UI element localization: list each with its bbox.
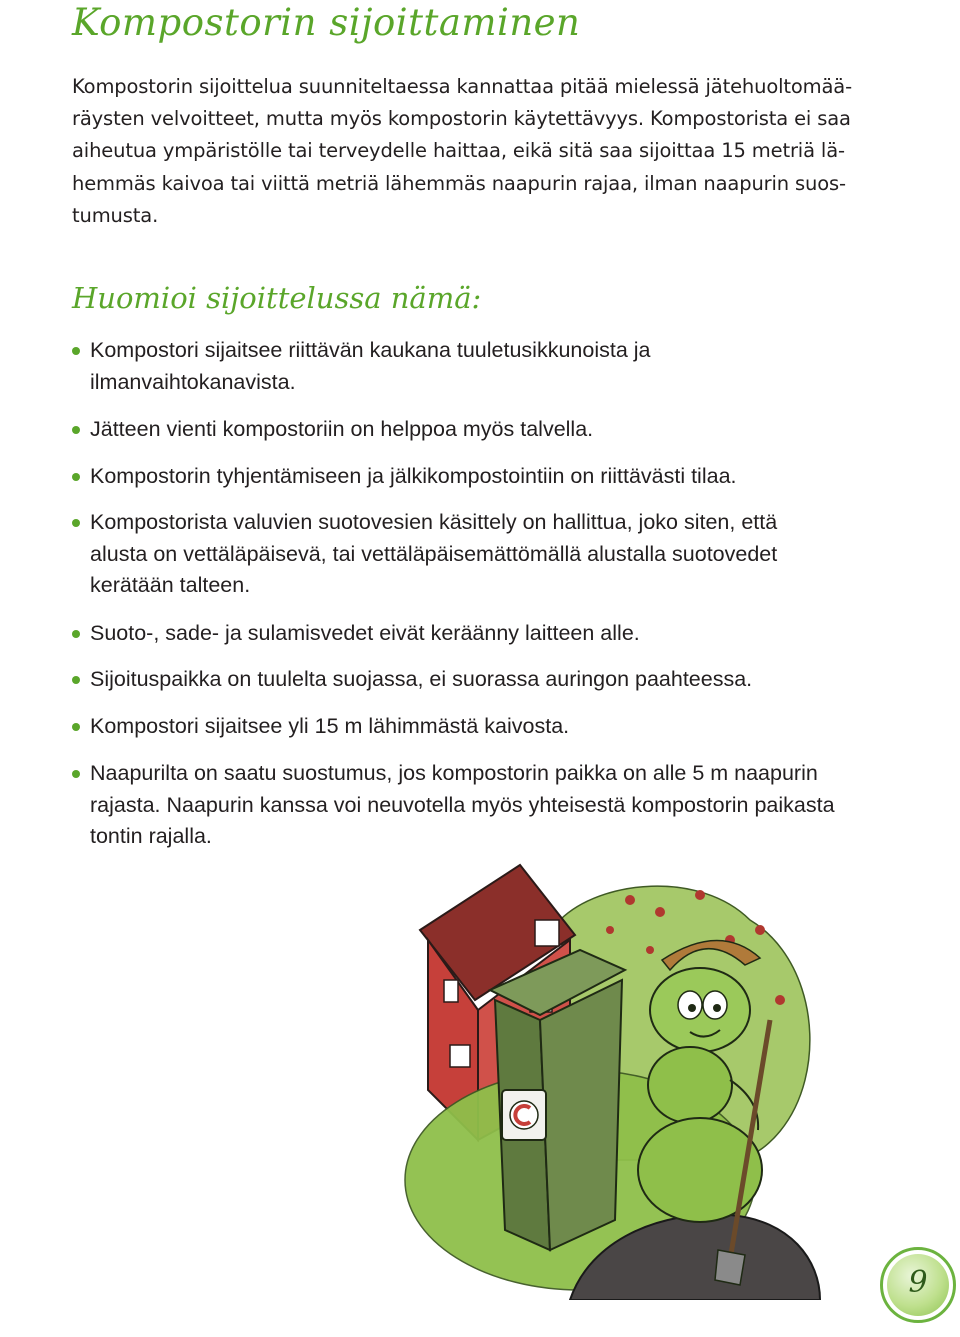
page-title: Kompostorin sijoittaminen [72, 1, 581, 44]
bullet-dot-icon [72, 473, 80, 481]
section-subtitle: Huomioi sijoittelussa nämä: [72, 281, 482, 315]
intro-paragraph [72, 71, 960, 232]
compost-bin-icon [490, 950, 625, 1250]
intro-line: aiheutua ympäristölle tai terveydelle haittaa, eikä sitä saa sijoittaa 15 metriä lä- [72, 139, 845, 163]
bullet-dot-icon [72, 676, 80, 684]
checklist-line: Kompostorista valuvien suotovesien käsittely on hallittua, joko siten, että [90, 510, 778, 534]
checklist-line: tontin rajalla. [90, 824, 212, 848]
checklist-item [70, 335, 651, 398]
checklist-line: ilmanvaihtokanavista. [90, 369, 296, 394]
checklist-line: Kompostori sijaitsee riittävän kaukana tuuletusikkunoista ja [90, 338, 651, 362]
intro-line: hemmäs kaivoa tai viittä metriä lähemmäs naapurin rajaa, ilman naapurin suos- [72, 171, 846, 195]
checklist-line: Naapurilta on saatu suostumus, jos kompostorin paikka on alle 5 m naapurin [90, 761, 818, 785]
bullet-dot-icon [72, 723, 80, 731]
checklist-item [70, 664, 752, 696]
checklist-line: Jätteen vienti kompostoriin on helppoa myös talvella. [90, 417, 594, 441]
page-number: 9 [908, 1265, 928, 1300]
bullet-dot-icon [72, 770, 80, 778]
bullet-dot-icon [72, 347, 80, 355]
checklist-line: Suoto-, sade- ja sulamisvedet eivät keräänny laitteen alle. [90, 621, 640, 645]
compost-scene-icon [400, 860, 830, 1300]
checklist-line: Kompostorin tyhjentämiseen ja jälkikompostointiin on riittävästi tilaa. [90, 464, 737, 488]
intro-line: räysten velvoitteet, mutta myös kompostorin käytettävyys. Kompostorista ei saa [72, 107, 851, 131]
checklist-item [70, 507, 777, 602]
checklist-item [70, 711, 569, 743]
page-number-badge [880, 1247, 956, 1323]
checklist-item [70, 618, 640, 650]
bullet-dot-icon [72, 426, 80, 434]
intro-line: Kompostorin sijoittelua suunniteltaessa kannattaa pitää mielessä jätehuoltomää- [72, 75, 852, 98]
checklist-line: rajasta. Naapurin kanssa voi neuvotella myös yhteisestä kompostorin paikasta [90, 792, 835, 817]
checklist-line: kerätään talteen. [90, 573, 251, 597]
checklist-item [70, 758, 835, 853]
checklist-item [70, 461, 737, 493]
checklist-line: Kompostori sijaitsee yli 15 m lähimmästä kaivosta. [90, 714, 570, 738]
intro-line: tumusta. [72, 203, 159, 227]
checklist-line: Sijoituspaikka on tuulelta suojassa, ei suorassa auringon paahteessa. [90, 667, 753, 691]
bullet-dot-icon [72, 630, 80, 638]
checklist-item [70, 414, 593, 446]
checklist-line: alusta on vettäläpäisevä, tai vettäläpäisemättömällä alustalla suotovedet [90, 541, 778, 566]
bullet-dot-icon [72, 519, 80, 527]
